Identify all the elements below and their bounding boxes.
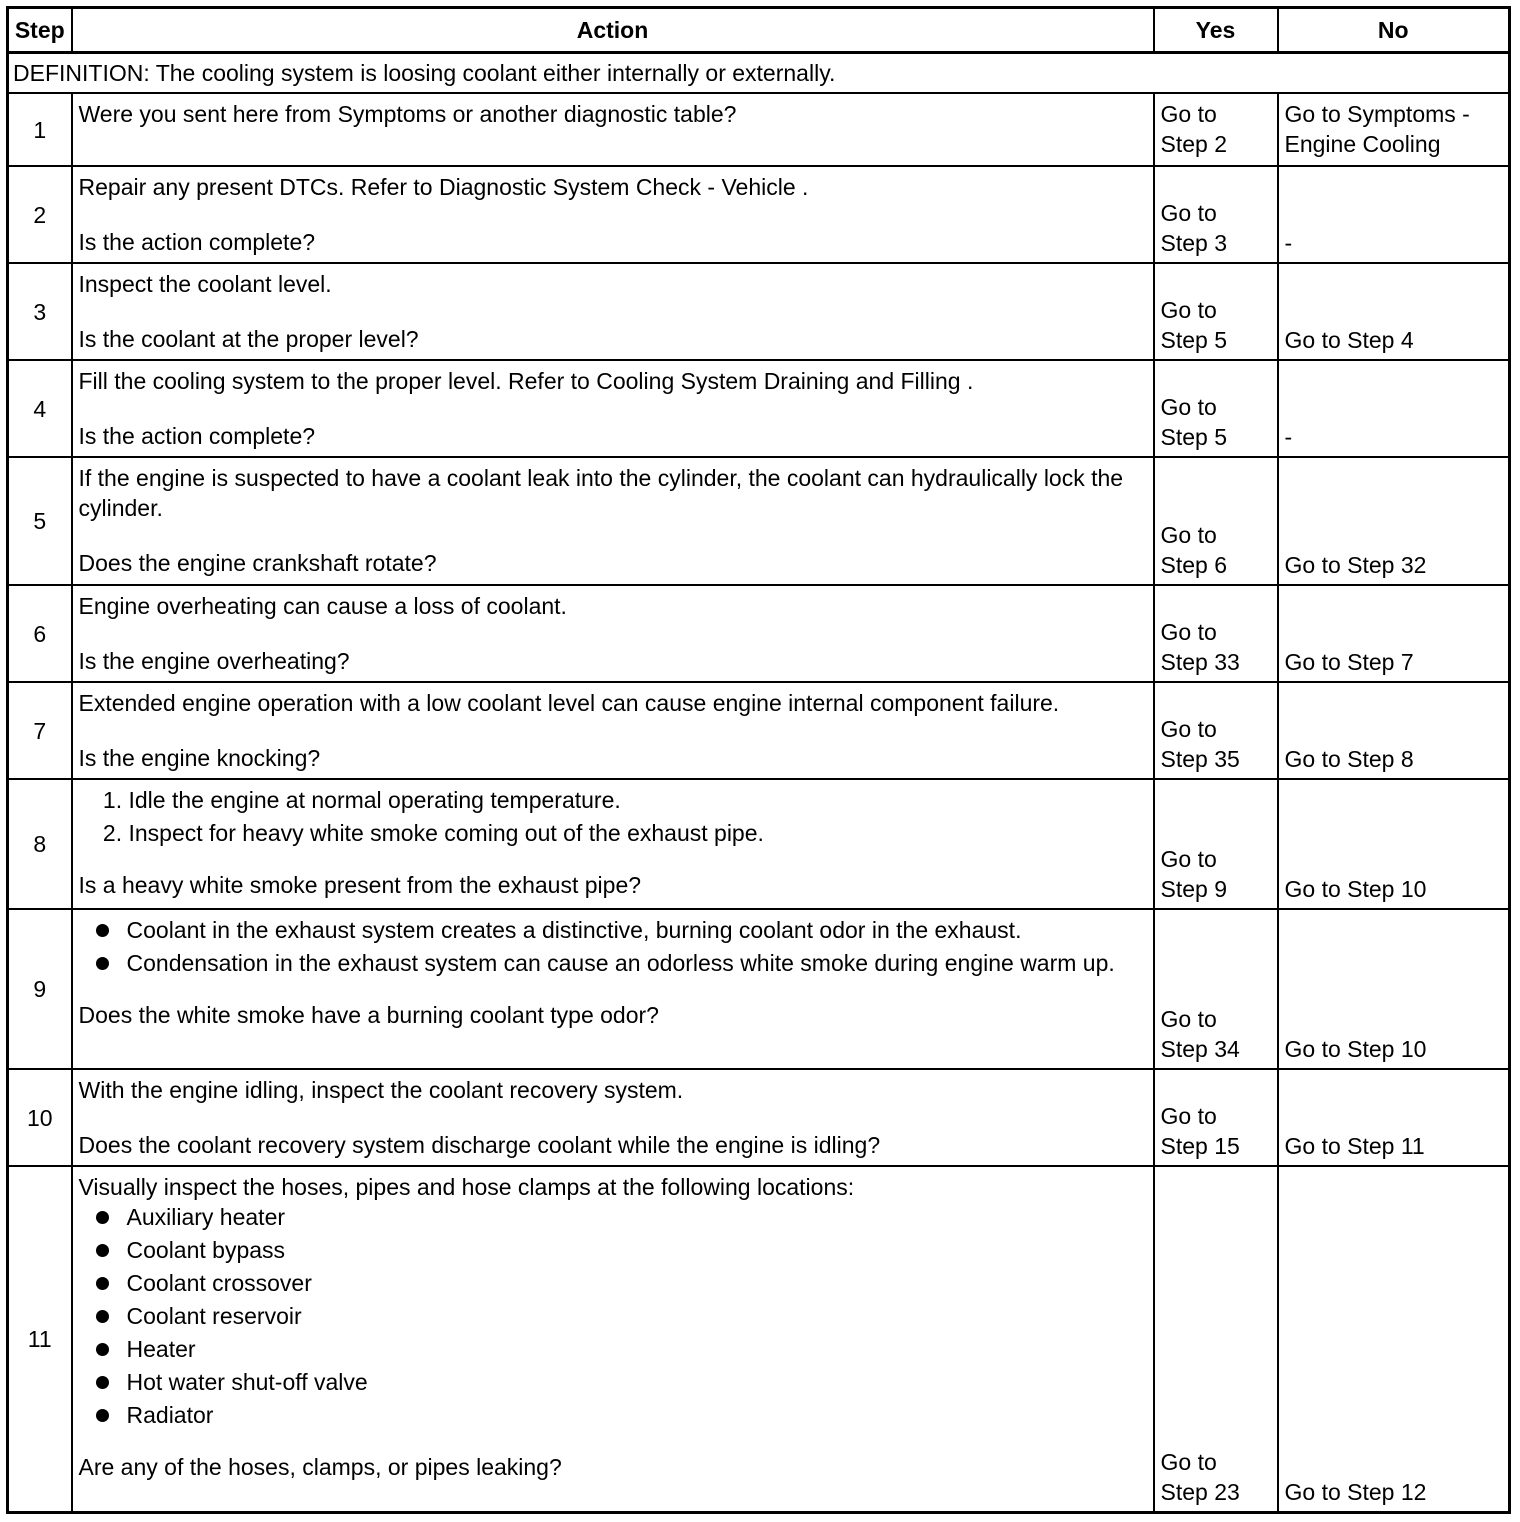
yes-line2: Step 6	[1160, 552, 1227, 578]
bullet-dot-icon	[96, 957, 109, 970]
action-text: Inspect the coolant level.	[78, 271, 332, 297]
action-cell	[72, 1166, 1154, 1512]
header-step: Step	[8, 8, 72, 53]
step-number: 9	[8, 909, 72, 1069]
bullet-text: Coolant reservoir	[126, 1303, 302, 1329]
bullet-dot-icon	[96, 1211, 109, 1224]
yes-line2: Step 15	[1160, 1133, 1240, 1159]
question-text: Are any of the hoses, clamps, or pipes leaking?	[78, 1454, 562, 1480]
table-row	[8, 93, 1510, 166]
header-action: Action	[72, 8, 1154, 53]
bullet-text: Condensation in the exhaust system can cause an odorless white smoke during engine warm up.	[126, 950, 1115, 976]
yes-cell	[1154, 263, 1278, 360]
bullet-item	[79, 1400, 1147, 1430]
yes-line1: Go to	[1160, 297, 1217, 323]
no-cell: Go to Step 32	[1278, 457, 1510, 585]
bullet-item	[79, 948, 1147, 978]
bullet-text: Coolant in the exhaust system creates a distinctive, burning coolant odor in the exhaust.	[126, 917, 1022, 943]
yes-line2: Step 9	[1160, 876, 1227, 902]
yes-line2: Step 5	[1160, 327, 1227, 353]
step-number: 7	[8, 682, 72, 779]
no-cell: Go to Step 10	[1278, 909, 1510, 1069]
table-row	[8, 779, 1510, 909]
action-cell	[72, 360, 1154, 457]
yes-line2: Step 5	[1160, 424, 1227, 450]
action-text: If the engine is suspected to have a coolant leak into the cylinder, the coolant can hydraulically lock the cylinder.	[78, 465, 1124, 521]
no-line1: Go to Symptoms -	[1284, 101, 1470, 127]
yes-cell	[1154, 909, 1278, 1069]
header-no: No	[1278, 8, 1510, 53]
bullet-list	[79, 915, 1147, 978]
action-text: Repair any present DTCs. Refer to Diagnostic System Check - Vehicle .	[78, 174, 809, 200]
yes-line1: Go to	[1160, 522, 1217, 548]
yes-cell	[1154, 360, 1278, 457]
yes-line2: Step 34	[1160, 1036, 1240, 1062]
action-text: Fill the cooling system to the proper level. Refer to Cooling System Draining and Filling .	[78, 368, 974, 394]
yes-line1: Go to	[1160, 200, 1217, 226]
table-row	[8, 585, 1510, 682]
yes-line1: Go to	[1160, 1006, 1217, 1032]
bullet-dot-icon	[96, 1310, 109, 1323]
yes-line1: Go to	[1160, 1103, 1217, 1129]
question-text: Is the coolant at the proper level?	[78, 326, 419, 352]
yes-cell	[1154, 585, 1278, 682]
action-cell	[72, 1069, 1154, 1166]
action-text: Extended engine operation with a low coolant level can cause engine internal component failure.	[78, 690, 1060, 716]
diagnostic-table-wrapper	[6, 6, 1511, 1514]
header-row	[8, 8, 1510, 53]
question-text: Is the engine knocking?	[78, 745, 321, 771]
diagnostic-table	[6, 6, 1511, 1514]
yes-line2: Step 23	[1160, 1478, 1240, 1505]
bullet-dot-icon	[96, 1244, 109, 1257]
bullet-item	[79, 1202, 1147, 1232]
yes-line2: Step 3	[1160, 230, 1227, 256]
action-cell	[72, 779, 1154, 909]
action-cell	[72, 263, 1154, 360]
action-cell	[72, 585, 1154, 682]
question-text: Is a heavy white smoke present from the exhaust pipe?	[78, 872, 642, 898]
no-cell: -	[1278, 166, 1510, 263]
yes-line1: Go to	[1160, 846, 1217, 872]
numbered-step-list	[79, 785, 1147, 848]
step-number: 3	[8, 263, 72, 360]
table-row	[8, 166, 1510, 263]
yes-cell	[1154, 166, 1278, 263]
definition-text: DEFINITION: The cooling system is loosing coolant either internally or externally.	[8, 53, 1510, 94]
bullet-dot-icon	[96, 1343, 109, 1356]
bullet-item	[79, 1301, 1147, 1331]
header-yes: Yes	[1154, 8, 1278, 53]
step-number: 6	[8, 585, 72, 682]
bullet-item	[79, 1334, 1147, 1364]
bullet-dot-icon	[96, 1277, 109, 1290]
action-text: With the engine idling, inspect the coolant recovery system.	[78, 1077, 684, 1103]
yes-line1: Go to	[1160, 1448, 1217, 1475]
no-line2: Engine Cooling	[1284, 131, 1441, 157]
step-number: 8	[8, 779, 72, 909]
question-text: Does the coolant recovery system discharge coolant while the engine is idling?	[78, 1132, 881, 1158]
numbered-step: 1. Idle the engine at normal operating temperature.	[129, 785, 1147, 815]
action-text: Engine overheating can cause a loss of coolant.	[78, 593, 567, 619]
bullet-dot-icon	[96, 1376, 109, 1389]
question-text: Does the engine crankshaft rotate?	[78, 550, 437, 576]
bullet-dot-icon	[96, 1409, 109, 1422]
table-row	[8, 682, 1510, 779]
table-row	[8, 457, 1510, 585]
action-cell	[72, 682, 1154, 779]
bullet-text: Hot water shut-off valve	[126, 1369, 368, 1395]
no-cell: Go to Step 4	[1278, 263, 1510, 360]
yes-cell	[1154, 682, 1278, 779]
no-cell: Go to Step 10	[1278, 779, 1510, 909]
yes-line2: Step 2	[1160, 131, 1227, 157]
step-number: 5	[8, 457, 72, 585]
no-cell: Go to Step 12	[1278, 1166, 1510, 1512]
action-cell	[72, 909, 1154, 1069]
bullet-text: Heater	[126, 1336, 196, 1362]
step-number: 2	[8, 166, 72, 263]
yes-cell	[1154, 1166, 1278, 1512]
table-row	[8, 360, 1510, 457]
question-text: Does the white smoke have a burning coolant type odor?	[78, 1002, 659, 1028]
yes-line1: Go to	[1160, 394, 1217, 420]
no-cell: Go to Step 7	[1278, 585, 1510, 682]
action-text: Visually inspect the hoses, pipes and hose clamps at the following locations:	[78, 1174, 855, 1200]
yes-line1: Go to	[1160, 619, 1217, 645]
question-text: Is the engine overheating?	[78, 648, 350, 674]
action-cell	[72, 166, 1154, 263]
table-row	[8, 1166, 1510, 1512]
no-cell: Go to Step 8	[1278, 682, 1510, 779]
yes-cell	[1154, 93, 1278, 166]
step-number: 4	[8, 360, 72, 457]
yes-cell	[1154, 457, 1278, 585]
bullet-dot-icon	[96, 924, 109, 937]
bullet-list	[79, 1202, 1147, 1430]
numbered-step: 2. Inspect for heavy white smoke coming out of the exhaust pipe.	[129, 818, 1147, 848]
action-text: Were you sent here from Symptoms or another diagnostic table?	[78, 101, 737, 127]
table-row	[8, 263, 1510, 360]
yes-line2: Step 35	[1160, 746, 1240, 772]
yes-line1: Go to	[1160, 716, 1217, 742]
bullet-text: Auxiliary heater	[126, 1204, 286, 1230]
bullet-item	[79, 1268, 1147, 1298]
question-text: Is the action complete?	[78, 229, 316, 255]
bullet-text: Radiator	[126, 1402, 214, 1428]
question-text: Is the action complete?	[78, 423, 316, 449]
no-cell	[1278, 93, 1510, 166]
step-number: 1	[8, 93, 72, 166]
yes-line2: Step 33	[1160, 649, 1240, 675]
step-number: 10	[8, 1069, 72, 1166]
bullet-item	[79, 1235, 1147, 1265]
no-cell: -	[1278, 360, 1510, 457]
bullet-item	[79, 1367, 1147, 1397]
bullet-item	[79, 915, 1147, 945]
no-cell: Go to Step 11	[1278, 1069, 1510, 1166]
action-cell	[72, 93, 1154, 166]
bullet-text: Coolant bypass	[126, 1237, 286, 1263]
table-row	[8, 1069, 1510, 1166]
definition-row	[8, 53, 1510, 94]
action-cell	[72, 457, 1154, 585]
yes-line1: Go to	[1160, 101, 1217, 127]
bullet-text: Coolant crossover	[126, 1270, 312, 1296]
step-number: 11	[8, 1166, 72, 1512]
table-row	[8, 909, 1510, 1069]
yes-cell	[1154, 779, 1278, 909]
yes-cell	[1154, 1069, 1278, 1166]
